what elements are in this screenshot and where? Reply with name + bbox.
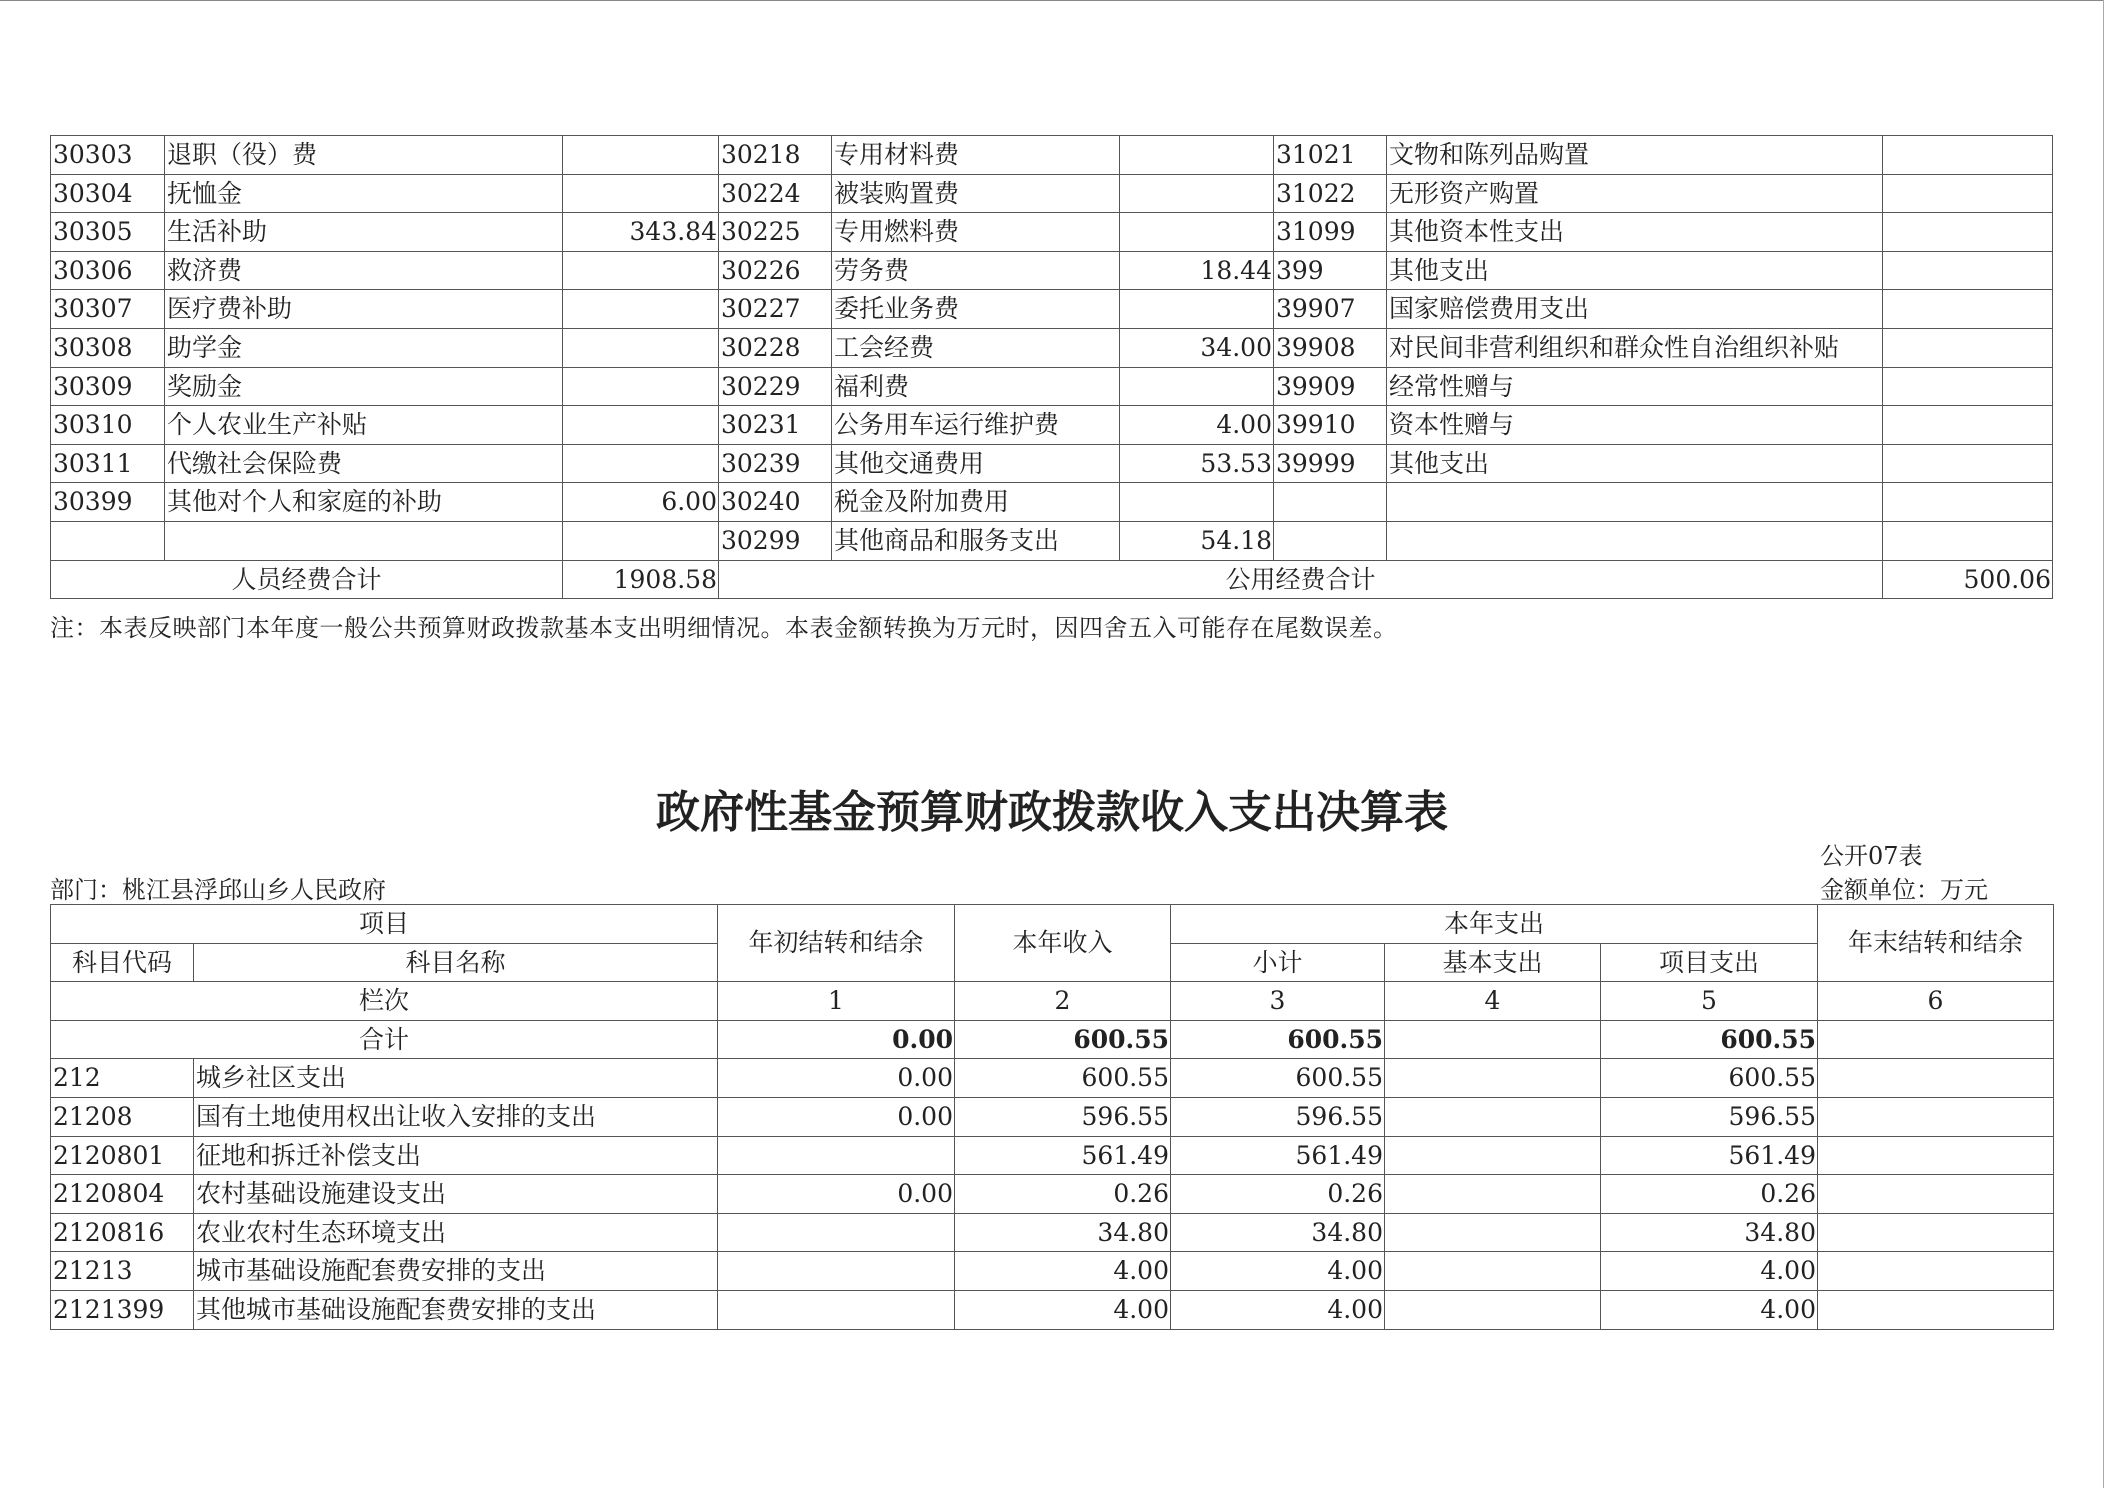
- cell-value: 0.26: [955, 1175, 1171, 1214]
- cell-amount: [1883, 290, 2053, 329]
- table-row: [51, 213, 2053, 252]
- cell-amount: [563, 328, 719, 367]
- cell-name: 文物和陈列品购置: [1387, 136, 1883, 175]
- cell-code: 2120816: [51, 1213, 194, 1252]
- total-row: [51, 1020, 2054, 1059]
- cell-name: 对民间非营利组织和群众性自治组织补贴: [1387, 328, 1883, 367]
- cell-code: 31021: [1274, 136, 1387, 175]
- cell-value: 600.55: [955, 1059, 1171, 1098]
- cell-amount: [563, 251, 719, 290]
- header-carry-end: 年末结转和结余: [1818, 905, 2054, 982]
- header-basic: 基本支出: [1385, 943, 1601, 982]
- cell-code: 21208: [51, 1097, 194, 1136]
- cell-value: [1385, 1097, 1601, 1136]
- cell-name: 工会经费: [832, 328, 1120, 367]
- header-expense: 本年支出: [1171, 905, 1818, 944]
- cell-name: 农业农村生态环境支出: [194, 1213, 718, 1252]
- cell-name: 其他交通费用: [832, 444, 1120, 483]
- cell-name: 救济费: [165, 251, 563, 290]
- header-carry-begin: 年初结转和结余: [718, 905, 955, 982]
- cell-value: [1818, 1175, 2054, 1214]
- cell-amount: [1883, 406, 2053, 445]
- cell-value: 561.49: [1171, 1136, 1385, 1175]
- cell-value: [718, 1136, 955, 1175]
- cell-name: 抚恤金: [165, 174, 563, 213]
- col-number: 4: [1385, 982, 1601, 1021]
- cell-amount: 4.00: [1120, 406, 1274, 445]
- lower-table-body: [51, 1059, 2054, 1329]
- public-total-label: 公用经费合计: [719, 560, 1883, 599]
- cell-code: 2120801: [51, 1136, 194, 1175]
- cell-code: 39908: [1274, 328, 1387, 367]
- cell-value: [718, 1252, 955, 1291]
- cell-code: 31022: [1274, 174, 1387, 213]
- cell-name: 其他支出: [1387, 444, 1883, 483]
- cell-amount: [563, 290, 719, 329]
- cell-value: 4.00: [1601, 1290, 1818, 1329]
- header-subtotal: 小计: [1171, 943, 1385, 982]
- cell-amount: [1120, 136, 1274, 175]
- cell-code: [51, 521, 165, 560]
- cell-code: 39909: [1274, 367, 1387, 406]
- column-number-row: [51, 982, 2054, 1021]
- cell-name: 征地和拆迁补偿支出: [194, 1136, 718, 1175]
- unit-label: 金额单位：万元: [1820, 876, 1988, 904]
- table-row: [51, 1252, 2054, 1291]
- cell-code: 30226: [719, 251, 832, 290]
- total-value: 600.55: [1601, 1020, 1818, 1059]
- cell-value: 4.00: [1601, 1252, 1818, 1291]
- cell-name: 其他对个人和家庭的补助: [165, 483, 563, 522]
- cell-code: 30305: [51, 213, 165, 252]
- cell-code: 2121399: [51, 1290, 194, 1329]
- cell-amount: [563, 136, 719, 175]
- cell-amount: [1883, 251, 2053, 290]
- cell-name: 经常性赠与: [1387, 367, 1883, 406]
- table-row: [51, 174, 2053, 213]
- cell-amount: [1883, 521, 2053, 560]
- cell-code: 2120804: [51, 1175, 194, 1214]
- cell-name: 个人农业生产补贴: [165, 406, 563, 445]
- cell-value: 596.55: [1601, 1097, 1818, 1136]
- cell-name: 专用材料费: [832, 136, 1120, 175]
- cell-value: 0.00: [718, 1059, 955, 1098]
- total-label: 合计: [51, 1020, 718, 1059]
- cell-name: 税金及附加费用: [832, 483, 1120, 522]
- cell-amount: 18.44: [1120, 251, 1274, 290]
- cell-value: [1385, 1175, 1601, 1214]
- cell-amount: [1120, 290, 1274, 329]
- cell-amount: [1120, 483, 1274, 522]
- cell-amount: [563, 444, 719, 483]
- cell-code: 30225: [719, 213, 832, 252]
- public-total-value: 500.06: [1883, 560, 2053, 599]
- cell-code: 30224: [719, 174, 832, 213]
- cell-amount: 343.84: [563, 213, 719, 252]
- table-row: [51, 1290, 2054, 1329]
- table-row: [51, 406, 2053, 445]
- header-code: 科目代码: [51, 943, 194, 982]
- cell-name: 被装购置费: [832, 174, 1120, 213]
- total-value: 0.00: [718, 1020, 955, 1059]
- header-project: 项目支出: [1601, 943, 1818, 982]
- col-number: 6: [1818, 982, 2054, 1021]
- cell-value: [1818, 1213, 2054, 1252]
- cell-name: [1387, 483, 1883, 522]
- cell-name: 劳务费: [832, 251, 1120, 290]
- cell-name: 退职（役）费: [165, 136, 563, 175]
- cell-value: 0.00: [718, 1097, 955, 1136]
- col-number: 1: [718, 982, 955, 1021]
- total-value: [1818, 1020, 2054, 1059]
- cell-name: 国有土地使用权出让收入安排的支出: [194, 1097, 718, 1136]
- cell-code: 30218: [719, 136, 832, 175]
- cell-name: 生活补助: [165, 213, 563, 252]
- cell-value: [1818, 1252, 2054, 1291]
- cell-name: [1387, 521, 1883, 560]
- table-row: [51, 444, 2053, 483]
- cell-name: 医疗费补助: [165, 290, 563, 329]
- table-row: [51, 1097, 2054, 1136]
- cell-code: 30307: [51, 290, 165, 329]
- cell-value: [1385, 1213, 1601, 1252]
- cell-amount: [1120, 213, 1274, 252]
- header-income: 本年收入: [955, 905, 1171, 982]
- cell-value: 4.00: [1171, 1252, 1385, 1291]
- cell-value: 4.00: [955, 1252, 1171, 1291]
- table-row: [51, 290, 2053, 329]
- cell-amount: [1883, 328, 2053, 367]
- table-row: [51, 1213, 2054, 1252]
- cell-value: [1818, 1059, 2054, 1098]
- cell-name: 助学金: [165, 328, 563, 367]
- basic-expense-detail-table: [50, 135, 2053, 599]
- cell-amount: [1883, 444, 2053, 483]
- cell-code: 30306: [51, 251, 165, 290]
- cell-value: 34.80: [1171, 1213, 1385, 1252]
- col-number: 3: [1171, 982, 1385, 1021]
- cell-code: 30229: [719, 367, 832, 406]
- upper-table-body: [51, 136, 2053, 561]
- cell-code: 30239: [719, 444, 832, 483]
- cell-amount: [1120, 174, 1274, 213]
- cell-name: 城市基础设施配套费安排的支出: [194, 1252, 718, 1291]
- cell-name: 城乡社区支出: [194, 1059, 718, 1098]
- cell-amount: [563, 174, 719, 213]
- cell-name: 专用燃料费: [832, 213, 1120, 252]
- cell-name: 资本性赠与: [1387, 406, 1883, 445]
- cell-value: 4.00: [1171, 1290, 1385, 1329]
- cell-value: [1818, 1097, 2054, 1136]
- cell-code: 30240: [719, 483, 832, 522]
- cell-code: 31099: [1274, 213, 1387, 252]
- cell-name: 农村基础设施建设支出: [194, 1175, 718, 1214]
- cell-value: 596.55: [955, 1097, 1171, 1136]
- cell-name: 其他资本性支出: [1387, 213, 1883, 252]
- table-row: [51, 251, 2053, 290]
- header-item: 项目: [51, 905, 718, 944]
- cell-code: 39907: [1274, 290, 1387, 329]
- cell-code: 30309: [51, 367, 165, 406]
- cell-amount: [1883, 367, 2053, 406]
- cell-value: [1385, 1252, 1601, 1291]
- cell-value: 596.55: [1171, 1097, 1385, 1136]
- total-value: 600.55: [955, 1020, 1171, 1059]
- cell-value: [1385, 1059, 1601, 1098]
- cell-amount: [563, 406, 719, 445]
- personnel-total-label: 人员经费合计: [51, 560, 563, 599]
- cell-amount: [1120, 367, 1274, 406]
- cell-value: 34.80: [1601, 1213, 1818, 1252]
- cell-code: 39999: [1274, 444, 1387, 483]
- cell-name: 其他商品和服务支出: [832, 521, 1120, 560]
- cell-code: 30299: [719, 521, 832, 560]
- cell-name: 公务用车运行维护费: [832, 406, 1120, 445]
- header-column-no: 栏次: [51, 982, 718, 1021]
- cell-code: 30399: [51, 483, 165, 522]
- cell-value: 600.55: [1601, 1059, 1818, 1098]
- cell-code: 212: [51, 1059, 194, 1098]
- department-label: 部门：桃江县浮邱山乡人民政府: [50, 876, 386, 904]
- cell-name: 其他支出: [1387, 251, 1883, 290]
- cell-value: 0.26: [1171, 1175, 1385, 1214]
- cell-code: 30308: [51, 328, 165, 367]
- cell-value: 34.80: [955, 1213, 1171, 1252]
- page-top-border: [0, 0, 2104, 1]
- cell-code: 30311: [51, 444, 165, 483]
- col-number: 2: [955, 982, 1171, 1021]
- cell-name: 福利费: [832, 367, 1120, 406]
- cell-value: [1818, 1290, 2054, 1329]
- header-row-1: [51, 905, 2054, 944]
- cell-code: [1274, 483, 1387, 522]
- cell-value: [718, 1290, 955, 1329]
- cell-amount: [1883, 136, 2053, 175]
- cell-name: 国家赔偿费用支出: [1387, 290, 1883, 329]
- cell-code: 30228: [719, 328, 832, 367]
- table-row: [51, 1175, 2054, 1214]
- cell-value: [1818, 1136, 2054, 1175]
- cell-amount: [1883, 213, 2053, 252]
- total-value: [1385, 1020, 1601, 1059]
- cell-amount: [563, 367, 719, 406]
- table-row: [51, 521, 2053, 560]
- header-name: 科目名称: [194, 943, 718, 982]
- cell-name: 奖励金: [165, 367, 563, 406]
- cell-value: 600.55: [1171, 1059, 1385, 1098]
- table-row: [51, 367, 2053, 406]
- fund-budget-table: [50, 904, 2054, 1330]
- table-row: [51, 136, 2053, 175]
- cell-code: 30227: [719, 290, 832, 329]
- cell-name: 其他城市基础设施配套费安排的支出: [194, 1290, 718, 1329]
- personnel-total-value: 1908.58: [563, 560, 719, 599]
- cell-amount: 6.00: [563, 483, 719, 522]
- cell-value: 0.26: [1601, 1175, 1818, 1214]
- table-row: [51, 483, 2053, 522]
- cell-value: [1385, 1290, 1601, 1329]
- cell-code: 39910: [1274, 406, 1387, 445]
- cell-code: 30231: [719, 406, 832, 445]
- cell-amount: [1883, 174, 2053, 213]
- cell-amount: [563, 521, 719, 560]
- upper-total-row: [51, 560, 2053, 599]
- cell-amount: 34.00: [1120, 328, 1274, 367]
- cell-amount: 53.53: [1120, 444, 1274, 483]
- cell-code: 30303: [51, 136, 165, 175]
- cell-code: 30304: [51, 174, 165, 213]
- cell-code: [1274, 521, 1387, 560]
- table-row: [51, 1136, 2054, 1175]
- cell-code: 21213: [51, 1252, 194, 1291]
- table-row: [51, 1059, 2054, 1098]
- cell-name: 委托业务费: [832, 290, 1120, 329]
- total-value: 600.55: [1171, 1020, 1385, 1059]
- cell-name: 代缴社会保险费: [165, 444, 563, 483]
- cell-code: 30310: [51, 406, 165, 445]
- cell-name: [165, 521, 563, 560]
- form-number: 公开07表: [1820, 842, 1923, 870]
- page-title: 政府性基金预算财政拨款收入支出决算表: [656, 787, 1448, 838]
- cell-value: 561.49: [1601, 1136, 1818, 1175]
- cell-amount: 54.18: [1120, 521, 1274, 560]
- cell-value: [718, 1213, 955, 1252]
- cell-value: 4.00: [955, 1290, 1171, 1329]
- cell-code: 399: [1274, 251, 1387, 290]
- cell-amount: [1883, 483, 2053, 522]
- cell-value: 561.49: [955, 1136, 1171, 1175]
- table-row: [51, 328, 2053, 367]
- cell-name: 无形资产购置: [1387, 174, 1883, 213]
- table-note: 注：本表反映部门本年度一般公共预算财政拨款基本支出明细情况。本表金额转换为万元时，因四舍五入可能存在尾数误差。: [50, 614, 1398, 642]
- cell-value: [1385, 1136, 1601, 1175]
- cell-value: 0.00: [718, 1175, 955, 1214]
- col-number: 5: [1601, 982, 1818, 1021]
